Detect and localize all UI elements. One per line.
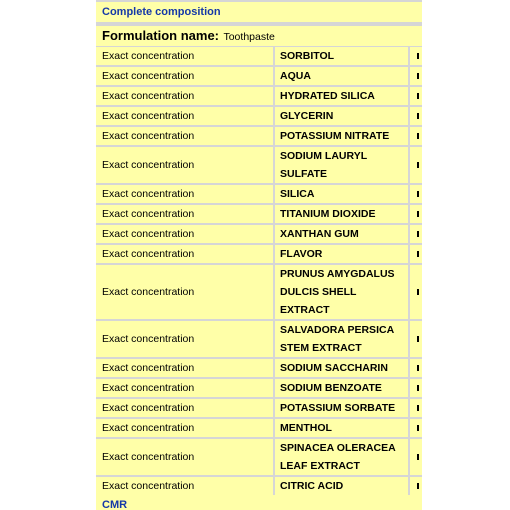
table-row — [96, 127, 422, 145]
truncated-value-mark — [417, 73, 419, 79]
value-cell — [410, 107, 422, 125]
concentration-cell: Exact concentration — [96, 185, 273, 203]
table-row — [96, 185, 422, 203]
ingredient-name-cell: CITRIC ACID — [275, 477, 408, 495]
ingredient-name-cell: SPINACEA OLERACEA LEAF EXTRACT — [275, 439, 408, 475]
truncated-value-mark — [417, 336, 419, 342]
concentration-cell: Exact concentration — [96, 399, 273, 417]
concentration-cell: Exact concentration — [96, 47, 273, 65]
value-cell — [410, 399, 422, 417]
truncated-value-mark — [417, 483, 419, 489]
table-row — [96, 359, 422, 377]
truncated-value-mark — [417, 385, 419, 391]
table-row — [96, 225, 422, 243]
concentration-cell: Exact concentration — [96, 419, 273, 437]
value-cell — [410, 87, 422, 105]
formulation-name-value: Toothpaste — [223, 31, 275, 43]
ingredient-name-cell: PRUNUS AMYGDALUS DULCIS SHELL EXTRACT — [275, 265, 408, 319]
ingredient-name-cell: SILICA — [275, 185, 408, 203]
ingredients-table — [96, 47, 422, 497]
truncated-value-mark — [417, 365, 419, 371]
concentration-cell: Exact concentration — [96, 87, 273, 105]
value-cell — [410, 439, 422, 475]
value-cell — [410, 245, 422, 263]
formulation-name-row — [96, 26, 422, 46]
value-cell — [410, 67, 422, 85]
concentration-cell: Exact concentration — [96, 147, 273, 183]
ingredient-name-cell: FLAVOR — [275, 245, 408, 263]
concentration-cell: Exact concentration — [96, 477, 273, 495]
table-row — [96, 439, 422, 475]
concentration-cell: Exact concentration — [96, 127, 273, 145]
table-row — [96, 47, 422, 65]
value-cell — [410, 225, 422, 243]
ingredient-name-cell: POTASSIUM NITRATE — [275, 127, 408, 145]
truncated-value-mark — [417, 191, 419, 197]
value-cell — [410, 147, 422, 183]
truncated-value-mark — [417, 133, 419, 139]
table-row — [96, 147, 422, 183]
ingredient-name-cell: POTASSIUM SORBATE — [275, 399, 408, 417]
table-row — [96, 419, 422, 437]
value-cell — [410, 359, 422, 377]
table-row — [96, 321, 422, 357]
truncated-value-mark — [417, 113, 419, 119]
truncated-value-mark — [417, 289, 419, 295]
truncated-value-mark — [417, 231, 419, 237]
value-cell — [410, 205, 422, 223]
ingredient-name-cell: AQUA — [275, 67, 408, 85]
ingredient-name-cell: SODIUM BENZOATE — [275, 379, 408, 397]
value-cell — [410, 127, 422, 145]
ingredient-name-cell: SORBITOL — [275, 47, 408, 65]
value-cell — [410, 321, 422, 357]
truncated-value-mark — [417, 93, 419, 99]
table-row — [96, 205, 422, 223]
table-row — [96, 399, 422, 417]
truncated-value-mark — [417, 211, 419, 217]
concentration-cell: Exact concentration — [96, 205, 273, 223]
ingredient-name-cell: GLYCERIN — [275, 107, 408, 125]
value-cell — [410, 379, 422, 397]
ingredient-name-cell: SODIUM LAURYL SULFATE — [275, 147, 408, 183]
table-row — [96, 379, 422, 397]
value-cell — [410, 185, 422, 203]
table-row — [96, 107, 422, 125]
truncated-value-mark — [417, 454, 419, 460]
value-cell — [410, 265, 422, 319]
truncated-value-mark — [417, 251, 419, 257]
cmr-header: CMR — [96, 495, 422, 510]
truncated-value-mark — [417, 162, 419, 168]
concentration-cell: Exact concentration — [96, 245, 273, 263]
ingredient-name-cell: SALVADORA PERSICA STEM EXTRACT — [275, 321, 408, 357]
concentration-cell: Exact concentration — [96, 379, 273, 397]
value-cell — [410, 419, 422, 437]
value-cell — [410, 47, 422, 65]
ingredient-name-cell: SODIUM SACCHARIN — [275, 359, 408, 377]
table-row — [96, 265, 422, 319]
concentration-cell: Exact concentration — [96, 359, 273, 377]
ingredient-name-cell: MENTHOL — [275, 419, 408, 437]
truncated-value-mark — [417, 425, 419, 431]
concentration-cell: Exact concentration — [96, 67, 273, 85]
table-row — [96, 87, 422, 105]
concentration-cell: Exact concentration — [96, 225, 273, 243]
concentration-cell: Exact concentration — [96, 321, 273, 357]
value-cell — [410, 477, 422, 495]
ingredient-name-cell: XANTHAN GUM — [275, 225, 408, 243]
ingredient-name-cell: TITANIUM DIOXIDE — [275, 205, 408, 223]
concentration-cell: Exact concentration — [96, 107, 273, 125]
concentration-cell: Exact concentration — [96, 439, 273, 475]
table-row — [96, 67, 422, 85]
table-row — [96, 245, 422, 263]
composition-panel — [96, 0, 422, 510]
concentration-cell: Exact concentration — [96, 265, 273, 319]
table-row — [96, 477, 422, 495]
formulation-name-label: Formulation name: — [102, 28, 220, 43]
truncated-value-mark — [417, 53, 419, 59]
ingredient-name-cell: HYDRATED SILICA — [275, 87, 408, 105]
complete-composition-header: Complete composition — [96, 2, 422, 22]
truncated-value-mark — [417, 405, 419, 411]
